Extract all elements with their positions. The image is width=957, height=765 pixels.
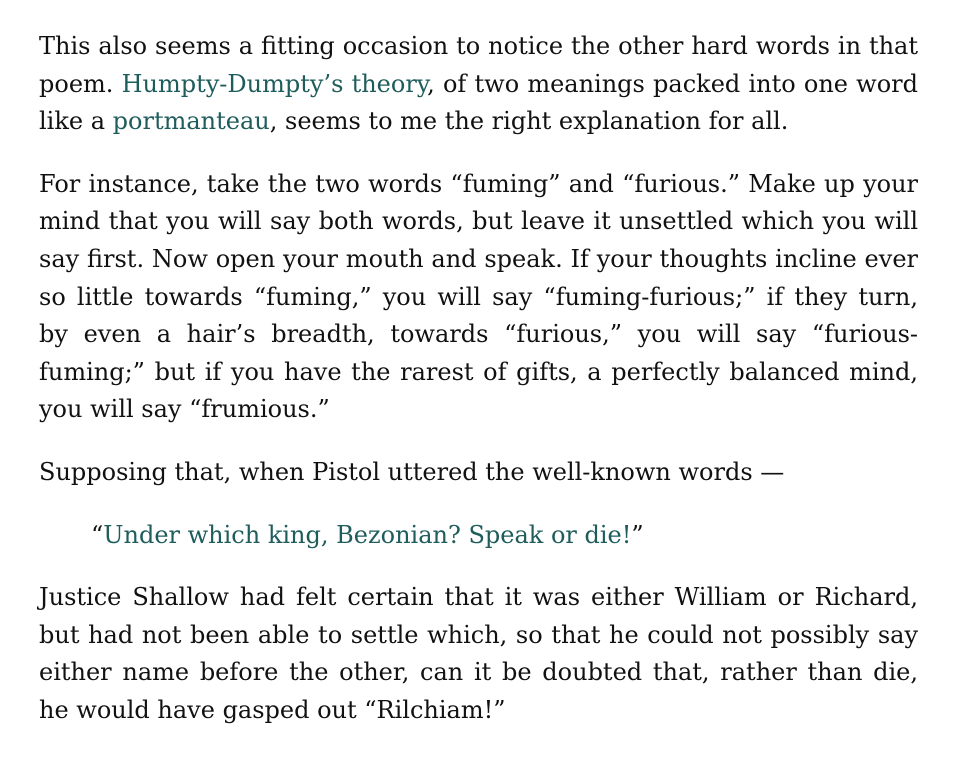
bezonian-quote-link[interactable]: Under which king, Bezonian? Speak or die! [103,520,632,549]
article-body [39,28,918,730]
open-quote: “ [91,520,104,549]
humpty-dumpty-theory-link[interactable]: Humpty-Dumpty’s theory [121,69,428,98]
paragraph-text: This also seems a fitting occasion to notice the other hard words in that poem. [39,32,918,98]
quotation [91,517,918,555]
paragraph-justice-shallow: Justice Shallow had felt certain that it was either William or Richard, but had not been able to settle which, so that he could not possibly say either name before the other, can it be doubted that, rather than die, he would have gasped out “Rilchiam!” [39,583,918,724]
paragraph-fuming-furious: For instance, take the two words “fuming” and “furious.” Make up your mind that you will say both words, but leave it unsettled which you will say first. Now open your mouth and speak. If your thoughts incline ever so little towards “fuming,” you will say “fuming-furious;” if they turn, by even a hair’s breadth, towards “furious,” you will say “furious-fuming;” but if you have the rarest of gifts, a perfectly balanced mind, you will say “frumious.” [39,169,918,424]
paragraph-text: , of two meanings packed into one word like a [39,69,918,136]
paragraph-hard-words [39,28,918,141]
paragraph-text: , seems to me the right explanation for all. [269,107,789,136]
close-quote: ” [631,520,644,549]
portmanteau-link[interactable]: portmanteau [112,107,270,136]
paragraph-pistol: Supposing that, when Pistol uttered the well-known words — [39,457,785,486]
